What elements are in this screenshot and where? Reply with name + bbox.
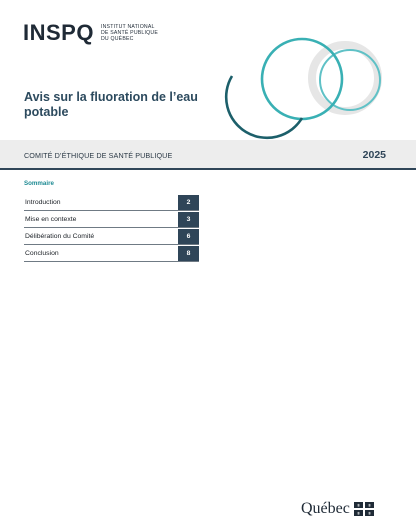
svg-text:⚜: ⚜: [367, 512, 372, 516]
toc-page-number: 6: [178, 229, 199, 244]
quebec-flag-icon: [354, 502, 374, 516]
svg-text:⚜: ⚜: [367, 504, 372, 509]
logo-line: DU QUÉBEC: [100, 36, 134, 42]
toc-heading: Sommaire: [24, 180, 54, 187]
svg-text:⚜: ⚜: [356, 504, 361, 509]
toc-page-number: 3: [178, 212, 199, 227]
svg-text:⚜: ⚜: [356, 512, 361, 516]
toc-item-introduction[interactable]: [24, 195, 199, 211]
committee-name: COMITÉ D’ÉTHIQUE DE SANTÉ PUBLIQUE: [24, 151, 173, 160]
toc-page-number: 2: [178, 195, 199, 210]
document-title: Avis sur la fluoration de l’eau potable: [24, 90, 198, 119]
logo-mark: INSPQ: [23, 20, 94, 45]
toc-item-deliberation[interactable]: [24, 229, 199, 245]
toc-item-mise-en-contexte[interactable]: [24, 212, 199, 228]
committee-band: [0, 140, 416, 170]
toc-item-conclusion[interactable]: [24, 246, 199, 262]
toc-item-label: Délibération du Comité: [25, 233, 95, 240]
logo-line: INSTITUT NATIONAL: [100, 24, 155, 30]
quebec-wordmark: [301, 501, 374, 517]
toc-item-label: Mise en contexte: [25, 216, 77, 223]
table-of-contents: [24, 180, 199, 262]
publication-year: 2025: [362, 149, 386, 161]
quebec-word: Québec: [301, 500, 350, 517]
toc-item-label: Conclusion: [25, 250, 59, 257]
toc-page-number: 8: [178, 246, 199, 261]
toc-item-label: Introduction: [25, 199, 61, 206]
logo-line: DE SANTÉ PUBLIQUE: [100, 30, 158, 36]
